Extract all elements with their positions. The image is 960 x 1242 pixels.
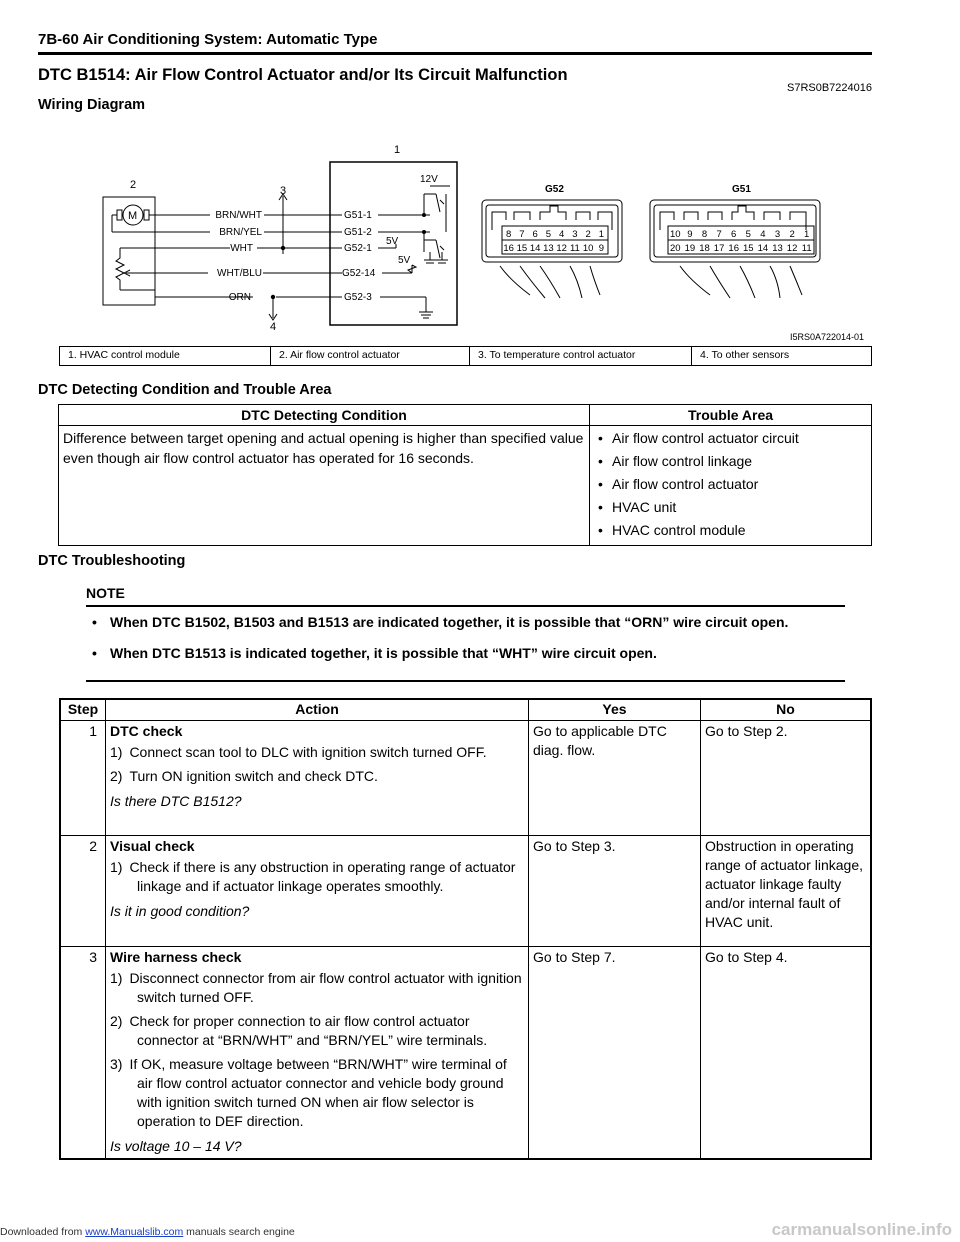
table-row — [60, 836, 871, 947]
col-no: No — [701, 699, 872, 721]
volt-5v-b: 5V — [398, 255, 411, 266]
g52-pin-1: 1 — [598, 229, 605, 240]
step-yes: Go to Step 7. — [529, 947, 701, 1160]
g51-pin-15: 15 — [743, 243, 754, 254]
action-item: 1) Check if there is any obstruction in operating range of actuator linkage and if actuator linkage operates smoothly. — [110, 859, 516, 894]
manualslib-link[interactable]: www.Manualslib.com — [85, 1226, 184, 1238]
terminal-5: G52-3 — [344, 292, 372, 303]
step-number: 3 — [60, 947, 106, 1160]
step-title: Wire harness check — [110, 949, 242, 965]
trouble-area-item: • Air flow control linkage — [594, 451, 867, 471]
terminal-3: G52-1 — [344, 243, 372, 254]
troubleshooting-steps-table — [59, 698, 872, 1160]
wiring-diagram — [90, 140, 870, 350]
table-row — [60, 947, 871, 1160]
action-item: 2) Turn ON ignition switch and check DTC. — [110, 768, 378, 784]
terminal-4: G52-14 — [342, 268, 376, 279]
wire-label-3: WHT — [230, 243, 253, 254]
g51-pin-8: 8 — [701, 229, 708, 240]
action-item: 3) If OK, measure voltage between “BRN/WHT” wire terminal of air flow control actuator connector and vehicle body ground with ignition switch turned ON when air flow selector is operation to DEF direction. — [110, 1056, 507, 1129]
figure-id: I5RS0A722014-01 — [789, 332, 864, 342]
step-action — [106, 947, 529, 1160]
g52-pin-16: 16 — [503, 243, 514, 254]
trouble-area-item: • Air flow control actuator circuit — [594, 428, 867, 448]
g51-pin-18: 18 — [699, 243, 710, 254]
wiring-heading: Wiring Diagram — [38, 97, 146, 113]
g51-pin-16: 16 — [728, 243, 739, 254]
wire-label-5: ORN — [228, 292, 251, 303]
g52-pin-5: 5 — [545, 229, 552, 240]
g51-pin-6: 6 — [731, 229, 737, 240]
download-footer — [0, 1226, 295, 1238]
motor-label: M — [128, 210, 138, 222]
g51-pin-19: 19 — [684, 243, 696, 254]
callout-3: 3 — [280, 185, 287, 197]
g51-pin-14: 14 — [757, 243, 769, 254]
g51-pin-3: 3 — [774, 229, 781, 240]
note-list — [86, 612, 846, 674]
g52-pin-6: 6 — [532, 229, 538, 240]
col-step: Step — [60, 699, 106, 721]
section-code: S7RS0B7224016 — [786, 82, 872, 94]
step-action — [106, 836, 529, 947]
action-item: 1) Disconnect connector from air flow control actuator with ignition switch turned OFF. — [110, 970, 522, 1005]
connector-g51-label: G51 — [732, 184, 751, 195]
step-question: Is voltage 10 – 14 V? — [110, 1138, 242, 1154]
legend-1: 1. HVAC control module — [60, 347, 271, 366]
table-row — [60, 721, 871, 836]
trouble-area-item: • HVAC control module — [594, 520, 867, 540]
header-rule — [38, 52, 872, 55]
step-yes: Go to Step 3. — [529, 836, 701, 947]
volt-5v-a: 5V — [386, 236, 399, 247]
condition-col-header: DTC Detecting Condition — [59, 405, 590, 426]
g52-pin-12: 12 — [556, 243, 567, 254]
g52-pin-9: 9 — [598, 243, 605, 254]
step-title: Visual check — [110, 838, 195, 854]
step-no: Go to Step 4. — [701, 947, 872, 1160]
callout-1: 1 — [394, 144, 401, 156]
terminal-1: G51-1 — [344, 210, 372, 221]
step-question: Is it in good condition? — [110, 903, 250, 919]
detecting-condition: Difference between target opening and actual opening is higher than specified value even though air flow control actuator has operated for 16 seconds. — [59, 426, 590, 546]
note-title: NOTE — [86, 585, 125, 601]
step-no: Obstruction in operating range of actuator linkage, actuator linkage faulty and/or internal fault of HVAC unit. — [701, 836, 872, 947]
page-title: DTC B1514: Air Flow Control Actuator and/or Its Circuit Malfunction — [38, 66, 568, 84]
volt-12v: 12V — [420, 174, 438, 185]
g51-pin-10: 10 — [670, 229, 681, 240]
step-title: DTC check — [110, 723, 183, 739]
legend-2: 2. Air flow control actuator — [271, 347, 470, 366]
trouble-area-item: • Air flow control actuator — [594, 474, 867, 494]
g51-pin-7: 7 — [716, 229, 722, 240]
wire-label-1: BRN/WHT — [215, 210, 262, 221]
g51-pin-11: 11 — [801, 243, 812, 254]
connector-g52-label: G52 — [545, 184, 564, 195]
trouble-area-col-header: Trouble Area — [590, 405, 872, 426]
callout-4: 4 — [270, 321, 277, 333]
note-rule-bottom — [86, 680, 845, 682]
step-number: 1 — [60, 721, 106, 836]
g52-pin-2: 2 — [585, 229, 591, 240]
note-item: • When DTC B1513 is indicated together, it is possible that “WHT” wire circuit open. — [86, 643, 846, 663]
step-no: Go to Step 2. — [701, 721, 872, 836]
g51-pin-4: 4 — [760, 229, 766, 240]
g51-pin-5: 5 — [745, 229, 751, 240]
g52-pin-4: 4 — [558, 229, 565, 240]
g51-pin-2: 2 — [789, 229, 795, 240]
footer-suffix: manuals search engine — [183, 1226, 295, 1238]
g52-pin-7: 7 — [519, 229, 525, 240]
g51-pin-17: 17 — [713, 243, 725, 254]
note-item: • When DTC B1502, B1503 and B1513 are indicated together, it is possible that “ORN” wire circuit open. — [86, 612, 846, 632]
step-number: 2 — [60, 836, 106, 947]
legend-4: 4. To other sensors — [692, 347, 872, 366]
step-question: Is there DTC B1512? — [110, 793, 242, 809]
g52-pin-15: 15 — [516, 243, 528, 254]
terminal-2: G51-2 — [344, 227, 372, 238]
detecting-heading: DTC Detecting Condition and Trouble Area — [38, 382, 332, 398]
g51-pin-12: 12 — [786, 243, 798, 254]
g52-pin-13: 13 — [543, 243, 554, 254]
g52-pin-11: 11 — [569, 243, 580, 254]
step-yes: Go to applicable DTC diag. flow. — [529, 721, 701, 836]
step-action — [106, 721, 529, 836]
col-action: Action — [106, 699, 529, 721]
g52-pin-3: 3 — [572, 229, 578, 240]
callout-2: 2 — [130, 179, 137, 191]
legend-3: 3. To temperature control actuator — [470, 347, 692, 366]
g52-pin-10: 10 — [582, 243, 594, 254]
g51-pin-9: 9 — [687, 229, 693, 240]
wire-label-4: WHT/BLU — [217, 268, 262, 279]
dtc-condition-table — [58, 404, 872, 546]
g52-pin-8: 8 — [505, 229, 512, 240]
wire-label-2: BRN/YEL — [219, 227, 262, 238]
g51-pin-1: 1 — [804, 229, 810, 240]
g51-pin-20: 20 — [670, 243, 681, 254]
watermark: carmanualsonline.info — [771, 1220, 952, 1239]
footer-prefix: Downloaded from — [0, 1226, 86, 1238]
g51-pin-13: 13 — [772, 243, 783, 254]
troubleshooting-heading: DTC Troubleshooting — [38, 553, 186, 569]
trouble-area-item: • HVAC unit — [594, 497, 867, 517]
action-item: 2) Check for proper connection to air flow control actuator connector at “BRN/WHT” and “BRN/YEL” wire terminals. — [110, 1013, 488, 1048]
g52-pin-14: 14 — [529, 243, 541, 254]
col-yes: Yes — [529, 699, 701, 721]
action-item: 1) Connect scan tool to DLC with ignition switch turned OFF. — [110, 744, 487, 760]
page-header: 7B-60 Air Conditioning System: Automatic Type — [38, 31, 378, 48]
legend-table — [59, 346, 872, 366]
note-rule-top — [86, 605, 845, 607]
trouble-area-cell — [590, 426, 872, 546]
